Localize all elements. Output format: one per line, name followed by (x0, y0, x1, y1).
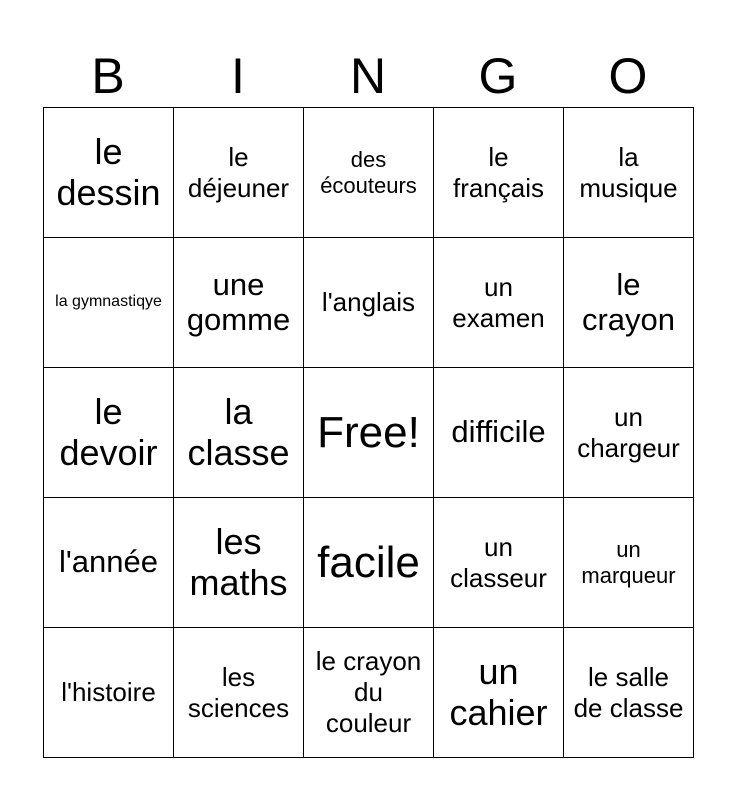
cell-label: le crayon (581, 266, 676, 337)
bingo-cell[interactable] (564, 368, 694, 498)
free-space-cell[interactable] (304, 368, 434, 498)
cell-label: la gymnastiqye (55, 293, 162, 311)
cell-label: l'année (58, 544, 158, 580)
bingo-cell[interactable] (434, 628, 564, 758)
cell-label: facile (317, 537, 420, 587)
cell-label: le dessin (56, 131, 161, 213)
header-letter-i: I (231, 48, 245, 104)
bingo-cell[interactable] (564, 628, 694, 758)
bingo-cell[interactable] (304, 108, 434, 238)
header-letter-g: G (478, 48, 518, 104)
cell-label: le salle de classe (573, 661, 684, 723)
bingo-cell[interactable] (434, 238, 564, 368)
bingo-cell[interactable] (434, 108, 564, 238)
cell-label: le devoir (59, 391, 158, 473)
cell-label: difficile (451, 414, 546, 450)
bingo-cell[interactable] (44, 108, 174, 238)
bingo-cell[interactable] (44, 498, 174, 628)
cell-label: un examen (452, 271, 545, 333)
header-letter-b: B (91, 48, 125, 104)
bingo-cell[interactable] (174, 498, 304, 628)
cell-label: un chargeur (577, 401, 680, 463)
bingo-board (43, 107, 694, 758)
cell-label: les maths (189, 521, 288, 603)
cell-label: une gomme (186, 266, 291, 337)
cell-label: la classe (187, 391, 290, 473)
cell-label: l'anglais (321, 287, 416, 318)
header-letter-o: O (608, 48, 648, 104)
bingo-cell[interactable] (44, 238, 174, 368)
bingo-cell[interactable] (44, 628, 174, 758)
cell-label: le crayon du couleur (315, 646, 422, 738)
header-letter-n: N (349, 48, 387, 104)
bingo-cell[interactable] (174, 368, 304, 498)
cell-label: un cahier (449, 651, 548, 733)
bingo-cell[interactable] (174, 108, 304, 238)
bingo-cell[interactable] (434, 498, 564, 628)
cell-label: les sciences (187, 661, 290, 723)
bingo-cell[interactable] (434, 368, 564, 498)
bingo-cell[interactable] (304, 238, 434, 368)
bingo-cell[interactable] (564, 238, 694, 368)
bingo-header (43, 44, 693, 108)
cell-label: un classeur (450, 531, 547, 593)
bingo-cell[interactable] (564, 108, 694, 238)
bingo-cell[interactable] (304, 498, 434, 628)
cell-label: l'histoire (61, 677, 156, 708)
free-space-label: Free! (317, 407, 420, 457)
cell-label: un marqueur (581, 536, 676, 588)
cell-label: la musique (579, 141, 678, 203)
bingo-cell[interactable] (304, 628, 434, 758)
cell-label: le déjeuner (187, 141, 290, 203)
cell-label: des écouteurs (320, 146, 417, 198)
bingo-cell[interactable] (174, 238, 304, 368)
bingo-cell[interactable] (174, 628, 304, 758)
cell-label: le français (452, 141, 545, 203)
bingo-cell[interactable] (44, 368, 174, 498)
bingo-cell[interactable] (564, 498, 694, 628)
